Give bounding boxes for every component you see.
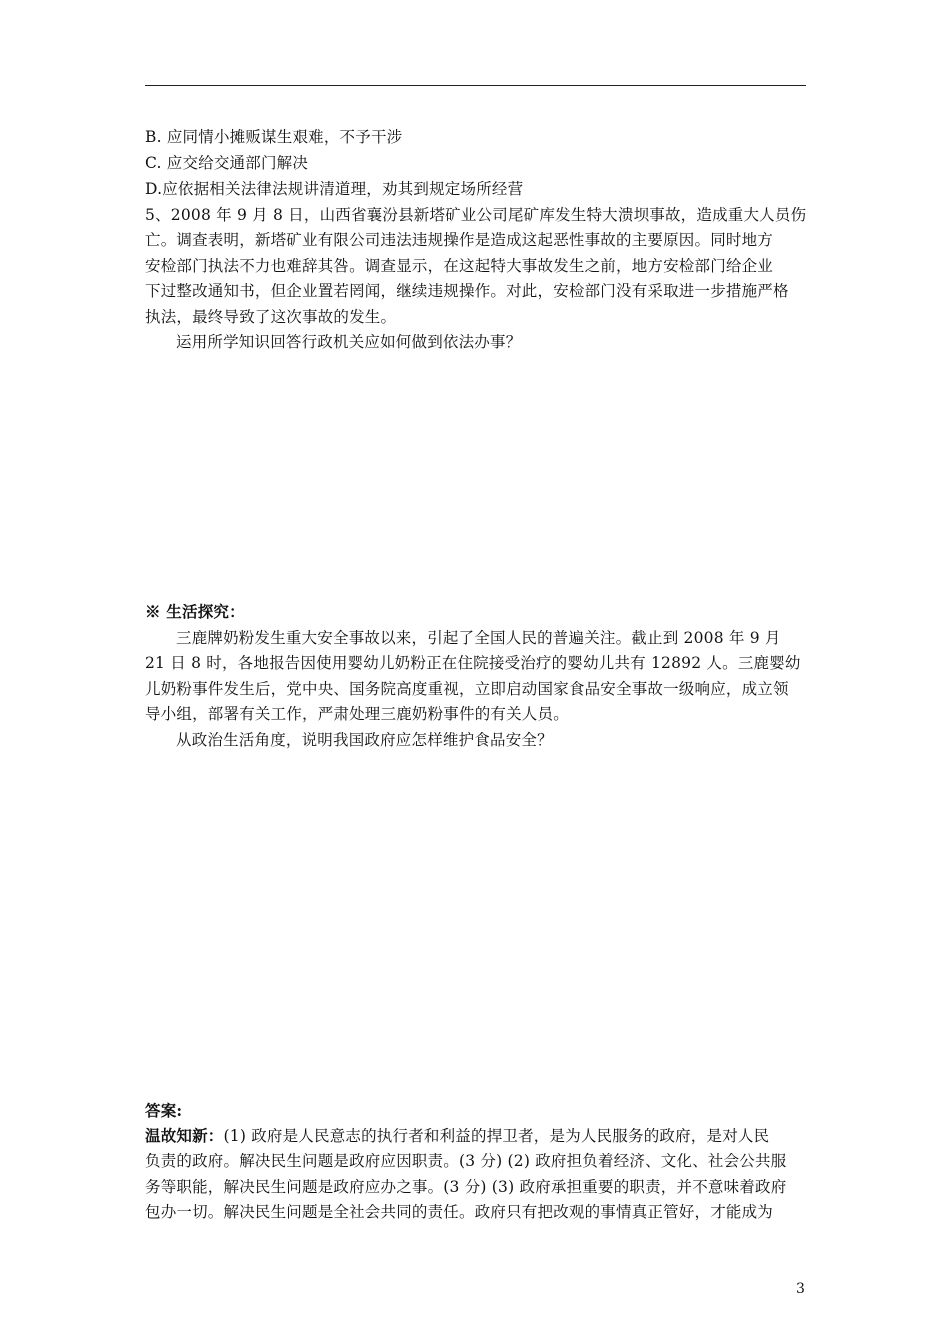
question5-line: 执法，最终导致了这次事故的发生。 xyxy=(145,308,397,326)
answers-first-line xyxy=(145,1126,769,1146)
life-exploration-line: 导小组，部署有关工作，严肃处理三鹿奶粉事件的有关人员。 xyxy=(145,705,569,723)
header-rule xyxy=(145,85,806,86)
answers-line: 务等职能，解决民生问题是政府应办之事。(3 分) (3) 政府承担重要的职责，并不意味着政府 xyxy=(145,1178,787,1196)
option-b: B. 应同情小摊贩谋生艰难，不予干涉 xyxy=(145,128,403,146)
question5-line: 安检部门执法不力也难辞其咎。调查显示，在这起特大事故发生之前，地方安检部门给企业 xyxy=(145,257,774,275)
question5-line: 亡。调查表明，新塔矿业有限公司违法违规操作是造成这起恶性事故的主要原因。同时地方 xyxy=(145,231,774,249)
page-number: 3 xyxy=(796,1281,805,1297)
answers-heading: 答案: xyxy=(145,1101,183,1120)
answers-first-line-text: (1) 政府是人民意志的执行者和利益的捍卫者，是为人民服务的政府，是对人民 xyxy=(223,1127,770,1145)
life-exploration-heading: ※ 生活探究： xyxy=(145,602,245,621)
life-exploration-prompt: 从政治生活角度，说明我国政府应怎样维护食品安全？ xyxy=(176,731,553,749)
life-exploration-line: 三鹿牌奶粉发生重大安全事故以来，引起了全国人民的普遍关注。截止到 2008 年 9 月 xyxy=(176,629,781,647)
option-d: D.应依据相关法律法规讲清道理，劝其到规定场所经营 xyxy=(145,180,524,198)
review-label: 温故知新： xyxy=(145,1126,224,1145)
life-exploration-line: 儿奶粉事件发生后，党中央、国务院高度重视，立即启动国家食品安全事故一级响应，成立领 xyxy=(145,680,789,698)
life-exploration-line: 21 日 8 时，各地报告因使用婴幼儿奶粉正在住院接受治疗的婴幼儿共有 12892 人。三鹿婴幼 xyxy=(145,654,801,672)
question5-line: 下过整改通知书，但企业置若罔闻，继续违规操作。对此，安检部门没有采取进一步措施严格 xyxy=(145,282,789,300)
question5-prompt: 运用所学知识回答行政机关应如何做到依法办事？ xyxy=(176,333,522,351)
option-c: C. 应交给交通部门解决 xyxy=(145,154,309,172)
question5-line: 5、2008 年 9 月 8 日，山西省襄汾县新塔矿业公司尾矿库发生特大溃坝事故，造成重大人员伤 xyxy=(145,206,807,224)
answers-line: 负责的政府。解决民生问题是政府应因职责。(3 分) (2) 政府担负着经济、文化、社会公共服 xyxy=(145,1152,787,1170)
answers-line: 包办一切。解决民生问题是全社会共同的责任。政府只有把改观的事情真正管好，才能成为 xyxy=(145,1203,774,1221)
